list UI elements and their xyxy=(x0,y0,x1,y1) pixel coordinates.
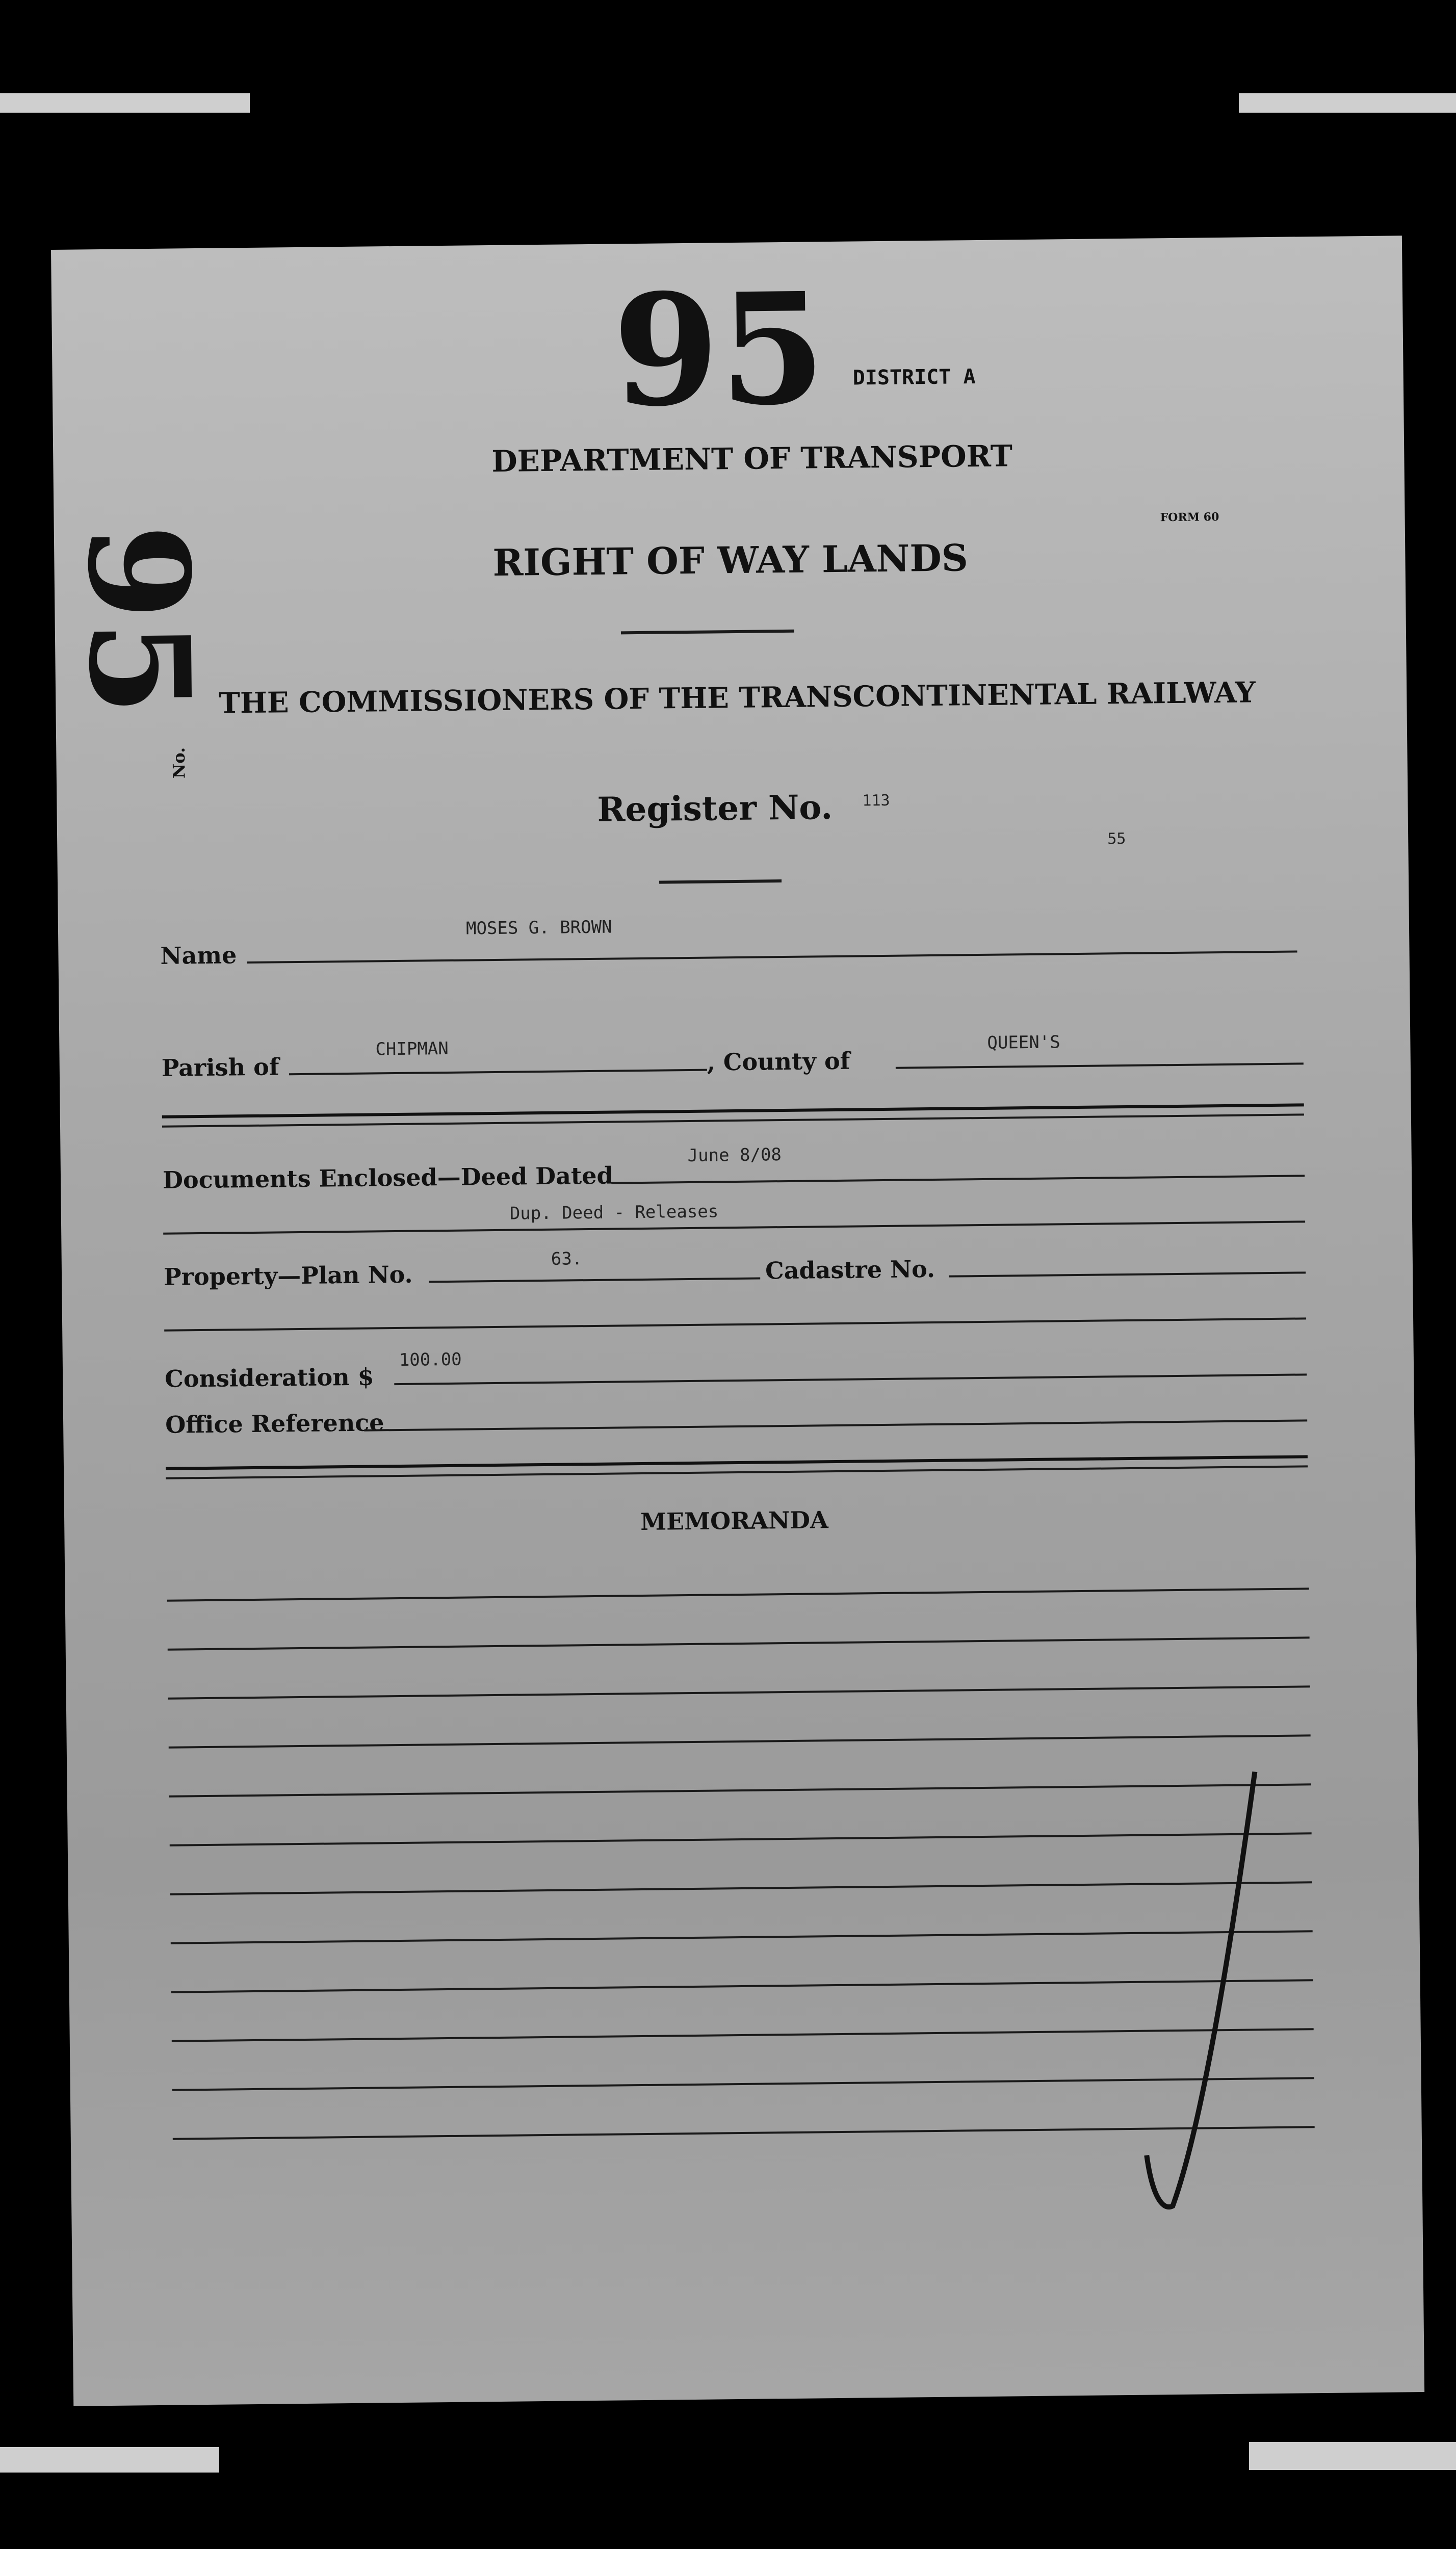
department-title: DEPARTMENT OF TRANSPORT xyxy=(491,438,1013,479)
county-line xyxy=(896,1062,1304,1069)
page-title: RIGHT OF WAY LANDS xyxy=(492,536,969,584)
memoranda-lines xyxy=(51,236,1402,250)
memoranda-line xyxy=(167,1588,1309,1601)
county-label: , County of xyxy=(707,1047,850,1076)
divider xyxy=(659,879,782,884)
documents-date-value: June 8/08 xyxy=(687,1145,782,1166)
name-line xyxy=(247,950,1297,964)
plan-value: 63. xyxy=(551,1249,583,1269)
documents-line2-value: Dup. Deed - Releases xyxy=(509,1201,719,1224)
documents-line2 xyxy=(163,1220,1305,1234)
plan-line xyxy=(429,1278,760,1283)
film-edge-text xyxy=(0,2541,1456,2549)
consideration-line xyxy=(394,1373,1307,1385)
commissioners-heading: THE COMMISSIONERS OF THE TRANSCONTINENTAL RAILWAY xyxy=(218,675,1256,720)
name-value: MOSES G. BROWN xyxy=(465,917,612,939)
check-mark xyxy=(1137,1766,1264,2216)
register-value: 113 xyxy=(862,791,890,810)
film-strip xyxy=(0,93,250,113)
memoranda-heading: MEMORANDA xyxy=(640,1506,828,1536)
parish-value: CHIPMAN xyxy=(375,1038,449,1060)
cadastre-label: Cadastre No. xyxy=(765,1255,935,1285)
side-no-label: No. xyxy=(169,747,189,779)
office-reference-line xyxy=(364,1419,1307,1431)
documents-line xyxy=(611,1175,1305,1184)
film-strip xyxy=(1239,93,1456,113)
film-strip xyxy=(1249,2442,1456,2470)
consideration-label: Consideration $ xyxy=(164,1363,374,1393)
film-strip xyxy=(0,2447,219,2473)
name-label: Name xyxy=(160,941,237,970)
property-label: Property—Plan No. xyxy=(163,1260,413,1291)
memoranda-line xyxy=(168,1636,1310,1650)
cadastre-line xyxy=(949,1271,1306,1277)
divider xyxy=(621,630,794,635)
property-line2 xyxy=(164,1317,1306,1331)
documents-label: Documents Enclosed—Deed Dated xyxy=(162,1161,613,1194)
margin-number: 55 xyxy=(1107,829,1126,848)
register-form-sheet xyxy=(51,236,1424,2406)
register-label: Register No. xyxy=(597,787,833,829)
side-file-number: 95 xyxy=(57,523,221,717)
district-label: DISTRICT A xyxy=(852,365,976,390)
parish-line xyxy=(289,1069,707,1076)
memoranda-line xyxy=(169,1734,1311,1748)
file-number: 95 xyxy=(612,258,827,441)
form-number: FORM 60 xyxy=(1160,510,1219,525)
office-reference-label: Office Reference xyxy=(165,1409,384,1439)
county-value: QUEEN'S xyxy=(987,1032,1060,1053)
parish-label: Parish of xyxy=(161,1053,279,1082)
memoranda-line xyxy=(168,1685,1310,1699)
consideration-value: 100.00 xyxy=(399,1349,462,1370)
